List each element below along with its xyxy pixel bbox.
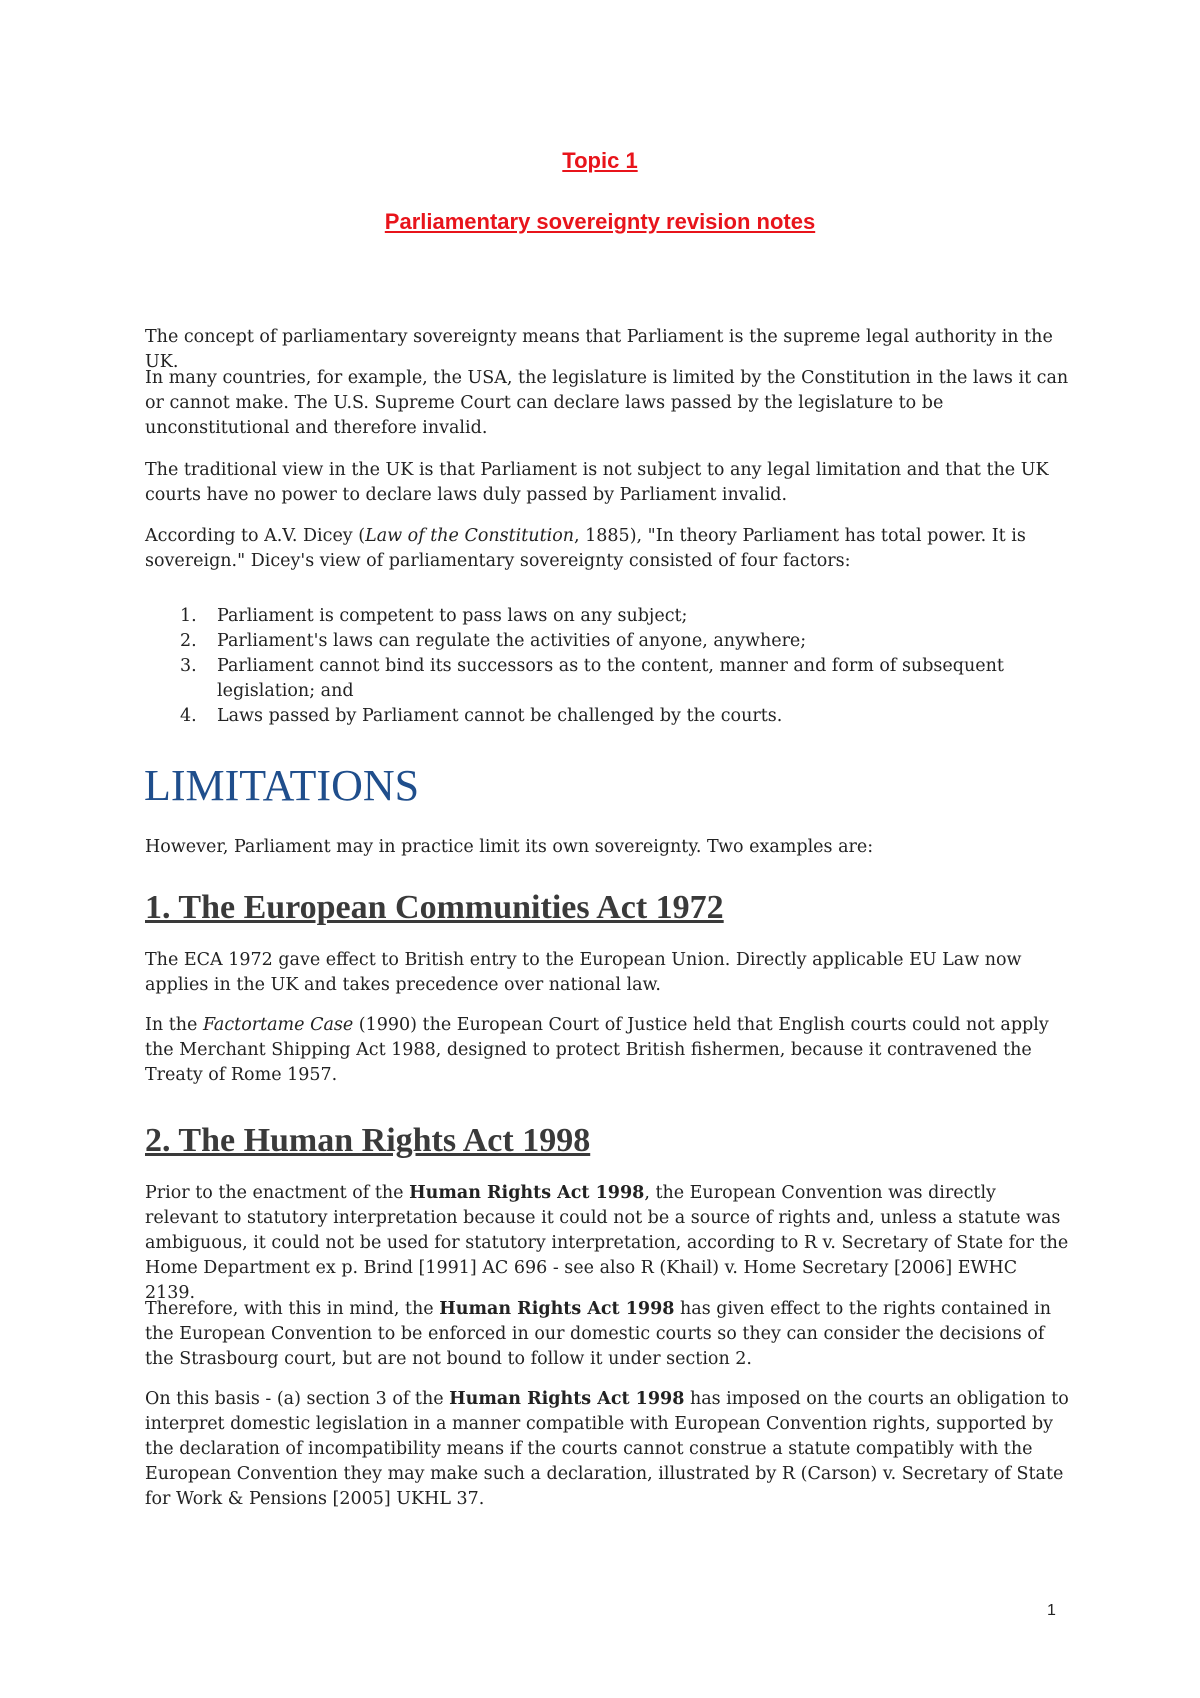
list-item <box>145 654 1070 704</box>
list-text: Parliament's laws can regulate the activities of anyone, anywhere; <box>217 631 807 651</box>
dicey-quote-after: , 1885), "In theory Parliament has total power. It is sovereign." Dicey's view of parliamentary sovereignty consisted of four factors: <box>145 526 1026 571</box>
page-subtitle: Parliamentary sovereignty revision notes <box>384 209 816 234</box>
hra-heading: 2. The Human Rights Act 1998 <box>145 1122 591 1159</box>
list-item <box>145 704 1070 729</box>
list-text: Parliament cannot bind its successors as to the content, manner and form of subsequent legislation; and <box>217 656 1004 701</box>
eca-text-before: In the <box>145 1015 203 1035</box>
limitations-heading: LIMITATIONS <box>144 761 420 810</box>
hra-act-name: Human Rights Act 1998 <box>449 1389 685 1409</box>
hra-act-name: Human Rights Act 1998 <box>409 1183 645 1203</box>
list-text: Laws passed by Parliament cannot be challenged by the courts. <box>217 706 783 726</box>
eca-paragraph-1: The ECA 1972 gave effect to British entry to the European Union. Directly applicable EU Law now applies in the UK and takes precedence over national law. <box>145 950 1022 995</box>
list-item <box>145 604 1070 629</box>
page-number: 1 <box>1047 1602 1056 1619</box>
hra-text-after: , the European Convention was directly relevant to statutory interpretation because it could not be a source of rights and, unless a statute was ambiguous, it could not be used for statutory interpretation, according to R v. Secretary of State for the Home Department ex p. Brind [1991] AC 696 - see also R (Khail) v. Home Secretary [2006] EWHC 2139. <box>145 1183 1069 1303</box>
eca-text-after: (1990) the European Court of Justice held that English courts could not apply the Merchant Shipping Act 1988, designed to protect British fishermen, because it contravened the Treaty of Rome 1957. <box>145 1015 1049 1085</box>
list-number: 3. <box>180 656 197 676</box>
dicey-factors-list <box>145 604 1070 729</box>
factortame-case: Factortame Case <box>202 1015 354 1035</box>
hra-text-after: has imposed on the courts an obligation to interpret domestic legislation in a manner compatible with European Convention rights, supported by the declaration of incompatibility means if the courts cannot construe a statute compatibly with the European Convention they may make such a declaration, illustrated by R (Carson) v. Secretary of State for Work & Pensions [2005] UKHL 37. <box>145 1389 1069 1509</box>
eca-heading: 1. The European Communities Act 1972 <box>145 889 724 926</box>
limitations-paragraph: However, Parliament may in practice limit its own sovereignty. Two examples are: <box>145 837 874 857</box>
intro-paragraph-2: In many countries, for example, the USA, the legislature is limited by the Constitution in the laws it can or cannot make. The U.S. Supreme Court can declare laws passed by the legislature to be unconstitutional and therefore invalid. <box>145 368 1069 438</box>
page-title: Topic 1 <box>562 148 638 173</box>
hra-text-before: Therefore, with this in mind, the <box>145 1299 440 1319</box>
hra-text-before: On this basis - (a) section 3 of the <box>145 1389 450 1409</box>
list-text: Parliament is competent to pass laws on any subject; <box>217 606 688 626</box>
dicey-book-title: Law of the Constitution <box>365 526 575 546</box>
list-number: 4. <box>180 706 197 726</box>
dicey-quote-before: According to A.V. Dicey ( <box>145 526 366 546</box>
hra-paragraph-2 <box>145 1297 1070 1372</box>
hra-paragraph-1 <box>145 1181 1070 1306</box>
hra-text-after: has given effect to the rights contained in the European Convention to be enforced in our domestic courts so they can consider the decisions of the Strasbourg court, but are not bound to follow it under section 2. <box>145 1299 1051 1369</box>
intro-paragraph-1: The concept of parliamentary sovereignty means that Parliament is the supreme legal authority in the UK. <box>145 327 1053 372</box>
list-item <box>145 629 1070 654</box>
list-number: 2. <box>180 631 197 651</box>
intro-paragraph-4 <box>145 524 1070 574</box>
eca-paragraph-2 <box>145 1013 1070 1088</box>
hra-text-before: Prior to the enactment of the <box>145 1183 410 1203</box>
list-number: 1. <box>180 606 197 626</box>
intro-paragraph-3: The traditional view in the UK is that Parliament is not subject to any legal limitation and that the UK courts have no power to declare laws duly passed by Parliament invalid. <box>145 460 1049 505</box>
hra-paragraph-3 <box>145 1387 1070 1512</box>
hra-act-name: Human Rights Act 1998 <box>439 1299 675 1319</box>
